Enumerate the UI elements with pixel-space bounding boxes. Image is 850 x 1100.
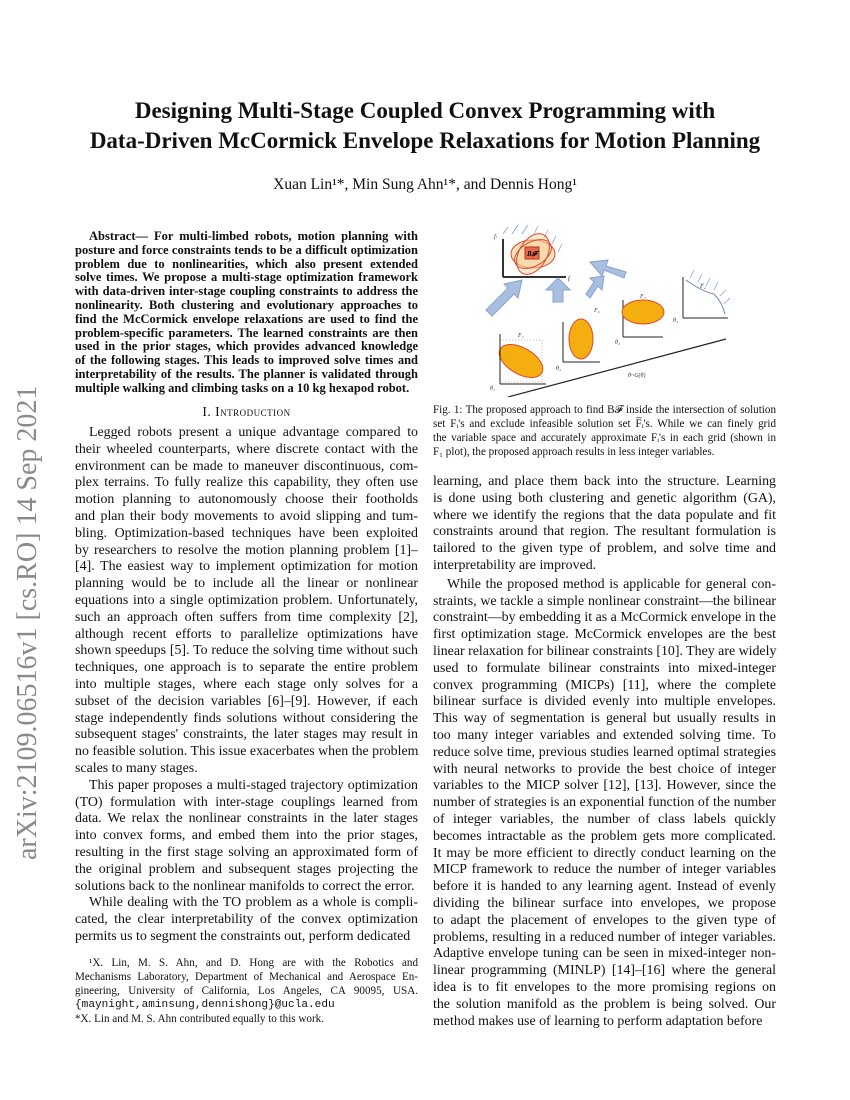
text-line: reduce solve time, previous studies learned optimal strategies — [433, 744, 776, 760]
footnote-line: Mechanisms Laboratory, Department of Mechanical and Aerospace En- — [75, 971, 418, 983]
text-line: is done using both clustering and genetic algorithm (GA), — [433, 490, 776, 506]
plot-f2 — [563, 319, 600, 362]
plot-f1 — [494, 334, 549, 384]
right-column-body — [433, 474, 776, 1030]
text-line: no feasible solution. This issue exacerbates when the problem — [75, 744, 419, 760]
text-line: first optimization stage. McCormick envelopes are the best — [433, 627, 776, 643]
label-f2: F₂ — [594, 308, 600, 314]
text-line: constraint—by embedding it as a McCormick envelope in the — [433, 610, 776, 626]
text-line: to adapt the placement of envelopes to the given type of — [433, 912, 776, 928]
text-line: planning would be to include all the linear or nonlinear — [75, 576, 418, 592]
paper-title-line-2: Data-Driven McCormick Envelope Relaxations for Motion Planning — [89, 128, 761, 153]
abstract — [75, 230, 418, 396]
footnotes — [75, 956, 418, 1026]
text-line: motion planning to autonomously choose their footholds — [75, 492, 418, 508]
abstract-line: problem due to nonlinearities, which also present extended — [75, 256, 418, 271]
text-line: It may be more efficient to directly conduct learning on the — [433, 845, 776, 861]
paragraph — [433, 577, 776, 1031]
text-line: (TO) formulation with inter-stage couplings learned from — [75, 794, 418, 810]
footnote-line: ¹X. Lin, M. S. Ahn, and D. Hong are with the Robotics and — [89, 957, 418, 969]
final-plot — [503, 225, 566, 280]
text-line: the solution manifold as the problem is being solved. Our — [433, 996, 776, 1012]
text-line: used to formulate bilinear constraints into mixed-integer — [433, 660, 776, 676]
text-line: plex terrains. To fully realize this capability, they often use — [75, 475, 418, 491]
label-theta1: θ₁ — [490, 386, 496, 392]
text-line: and plan their body movements to avoid slipping and tum- — [75, 508, 418, 524]
text-line: where we identify the regions that the data populate and fit — [433, 507, 776, 523]
text-line: number of strategies is an exponential function of the number — [433, 795, 776, 811]
paragraph — [75, 778, 418, 896]
text-line: their wheeled counterparts, where discrete contact with the — [75, 441, 418, 457]
text-line: environment can be made to maneuver discontinuous, com- — [75, 458, 418, 474]
text-line: by researchers to resolve the motion planning problem [1]– — [75, 542, 418, 558]
text-line: convex programming (MICPs) [11], where the complete — [433, 677, 776, 693]
paper-title-line-1: Designing Multi-Stage Coupled Convex Programming with — [134, 98, 716, 123]
figure-1 — [478, 222, 778, 397]
text-line: stage independently finds solutions without considering the — [75, 710, 418, 726]
paragraph — [75, 895, 418, 945]
text-line: equations into a single optimization problem. Unfortunately, — [75, 592, 418, 608]
abstract-line: find the McCormick envelope relaxations are used to find the — [75, 311, 418, 326]
text-line: data. We relax the nonlinear constraints in the later stages — [75, 811, 418, 827]
label-theta4: θ₄ — [673, 318, 679, 324]
label-f4: F̅₄ — [700, 284, 706, 290]
text-line: into multiple stages, where each stage only solves for a — [75, 676, 418, 692]
abstract-line: problem-specific parameters. The learned constraints are then — [75, 325, 418, 340]
text-line: bling. Optimization-based techniques have been exploited — [75, 525, 418, 541]
label-fj: fⱼ — [494, 234, 497, 240]
label-f3: F₃ — [640, 294, 646, 300]
b-label: B𝓕 — [527, 250, 537, 258]
text-line: Legged robots present a unique advantage compared to — [89, 425, 418, 440]
text-line: tailored to the given type of problem, and solve time and — [433, 541, 776, 557]
text-line: learning, and place them back into the structure. Learning — [433, 474, 776, 489]
text-line: shown speedups [5]. To reduce the solving time without such — [75, 643, 418, 659]
text-line: method makes use of learning to perform adaptation before — [433, 1013, 763, 1029]
paragraph — [75, 425, 418, 778]
arxiv-stamp: arXiv:2109.06516v1 [cs.RO] 14 Sep 2021 — [12, 385, 43, 860]
abstract-line: nonlinearity. Both clustering and evolutionary approaches to — [75, 297, 418, 312]
caption-line: set Fᵢ's and exclude infeasible solution set F̅ᵢ's. While we can finely grid — [433, 418, 776, 430]
text-line: becomes intractable as the problem gets more complicated. — [433, 828, 776, 844]
label-theta2: θ₂ — [556, 366, 562, 372]
text-line: This way of segmentation is general but usually results in — [433, 711, 776, 727]
section-heading: I. Introduction — [202, 404, 291, 419]
figure-caption — [433, 403, 776, 459]
plot-f3 — [622, 300, 664, 337]
text-line: constraints around that region. The resultant formulation is — [433, 524, 776, 540]
paragraph — [433, 474, 776, 575]
authors: Xuan Lin¹*, Min Sung Ahn¹*, and Dennis Hong¹ — [273, 176, 577, 193]
text-line: with neural networks to provide the best choice of integer — [433, 761, 776, 777]
text-line: of integer variables, the number of class labels quickly — [433, 811, 776, 827]
text-line: subset of the decision variables [6]–[9]. However, if each — [75, 693, 418, 709]
label-theta-g: θ~G(θ) — [628, 373, 646, 379]
text-line: problems, resulting in a reduced number of integer variables. — [433, 929, 776, 945]
text-line: subsequent stages' constraints, the later stages may result in — [75, 727, 418, 743]
text-line: permits us to segment the constraints out, perform dedicated — [75, 928, 411, 944]
text-line: the original problem and subsequent stages projecting the — [75, 861, 418, 877]
text-line: While dealing with the TO problem as a whole is compli- — [89, 895, 418, 911]
text-line: straints, we tackle a simple nonlinear constraint—the bilinear — [433, 593, 776, 609]
text-line: [4]. The easiest way to implement optimization for motion — [75, 559, 418, 575]
caption-line: Fig. 1: The proposed approach to find B𝓕 inside the intersection of solution — [433, 404, 776, 416]
text-line: solutions back to the nonlinear manifolds to correct the error. — [75, 878, 415, 894]
text-line: linear relaxation for bilinear constraints [10]. They are widely — [433, 643, 777, 659]
abstract-line: used in the prior stages, which provides advanced knowledge — [75, 339, 418, 354]
footnote-line: *X. Lin and M. S. Ahn contributed equally to this work. — [75, 1013, 324, 1025]
text-line: idea is to fit envelopes to the more promising regions on — [433, 979, 776, 995]
text-line: bilinear surface is divided evenly into multiple envelopes. — [433, 694, 776, 710]
text-line: too many integer variables and extended solving time. To — [433, 727, 776, 743]
text-line: into convex forms, and embed them into the prior stages, — [75, 828, 418, 844]
abstract-line: of the following stages. This leads to improved solve times and — [75, 353, 418, 368]
text-line: dividing the bilinear surface into envelopes, we propose — [433, 895, 776, 911]
caption-line: the variable space and accurately approximate Fᵢ's in each grid (shown in — [433, 432, 776, 444]
abstract-line: multiple walking and climbing tasks on a 10 kg hexapod robot. — [75, 380, 410, 395]
text-line: although recent efforts to parallelize optimizations have — [75, 626, 418, 642]
label-f1: F₁ — [518, 333, 524, 339]
text-line: before it is handed to any learning agent. Instead of evenly — [433, 879, 776, 895]
footnote-line: {maynight,aminsung,dennishong}@ucla.edu — [75, 999, 335, 1011]
abstract-line: Abstract— For multi-limbed robots, motion planning with — [89, 229, 418, 243]
text-line: scales to many stages. — [75, 760, 198, 776]
abstract-line: posture and force constraints tends to be a difficult optimization — [75, 242, 418, 257]
text-line: techniques, one approach is to separate the entire problem — [75, 660, 418, 676]
arrows — [486, 260, 626, 316]
text-line: variables to the MICP solver [12], [13]. However, since the — [433, 778, 776, 794]
text-line: MICP framework to reduce the number of integer variables — [433, 862, 776, 878]
label-theta3: θ₃ — [615, 340, 621, 346]
text-line: cated, the clear interpretability of the convex optimization — [75, 912, 418, 928]
text-line: Adaptive envelope tuning can be seen in mixed-integer non- — [433, 946, 776, 962]
text-line: linear programming (MINLP) [14]–[16] where the general — [433, 963, 776, 979]
abstract-line: solve times. We propose a multi-stage optimization framework — [75, 270, 418, 285]
text-line: interpretability are improved. — [433, 557, 597, 573]
label-fi: fᵢ — [568, 276, 571, 282]
abstract-line: interpretability of the results. The planner is validated through — [75, 366, 418, 381]
abstract-line: with data-driven inter-stage coupling constraints to address the — [75, 284, 418, 299]
text-line: resulting in the first stage solving an approximated form of — [75, 844, 418, 860]
footnote-line: gineering, University of California, Los Angeles, CA 90095, USA. — [75, 985, 418, 997]
plot-f4 — [683, 270, 730, 318]
left-column-body — [75, 425, 418, 946]
text-line: While the proposed method is applicable for general con- — [447, 576, 776, 592]
text-line: This paper proposes a multi-staged trajectory optimization — [89, 777, 418, 793]
caption-line: F₁ plot), the proposed approach results in less integer variables. — [433, 446, 715, 458]
text-line: such an approach often suffers from time complexity [2], — [75, 609, 418, 625]
